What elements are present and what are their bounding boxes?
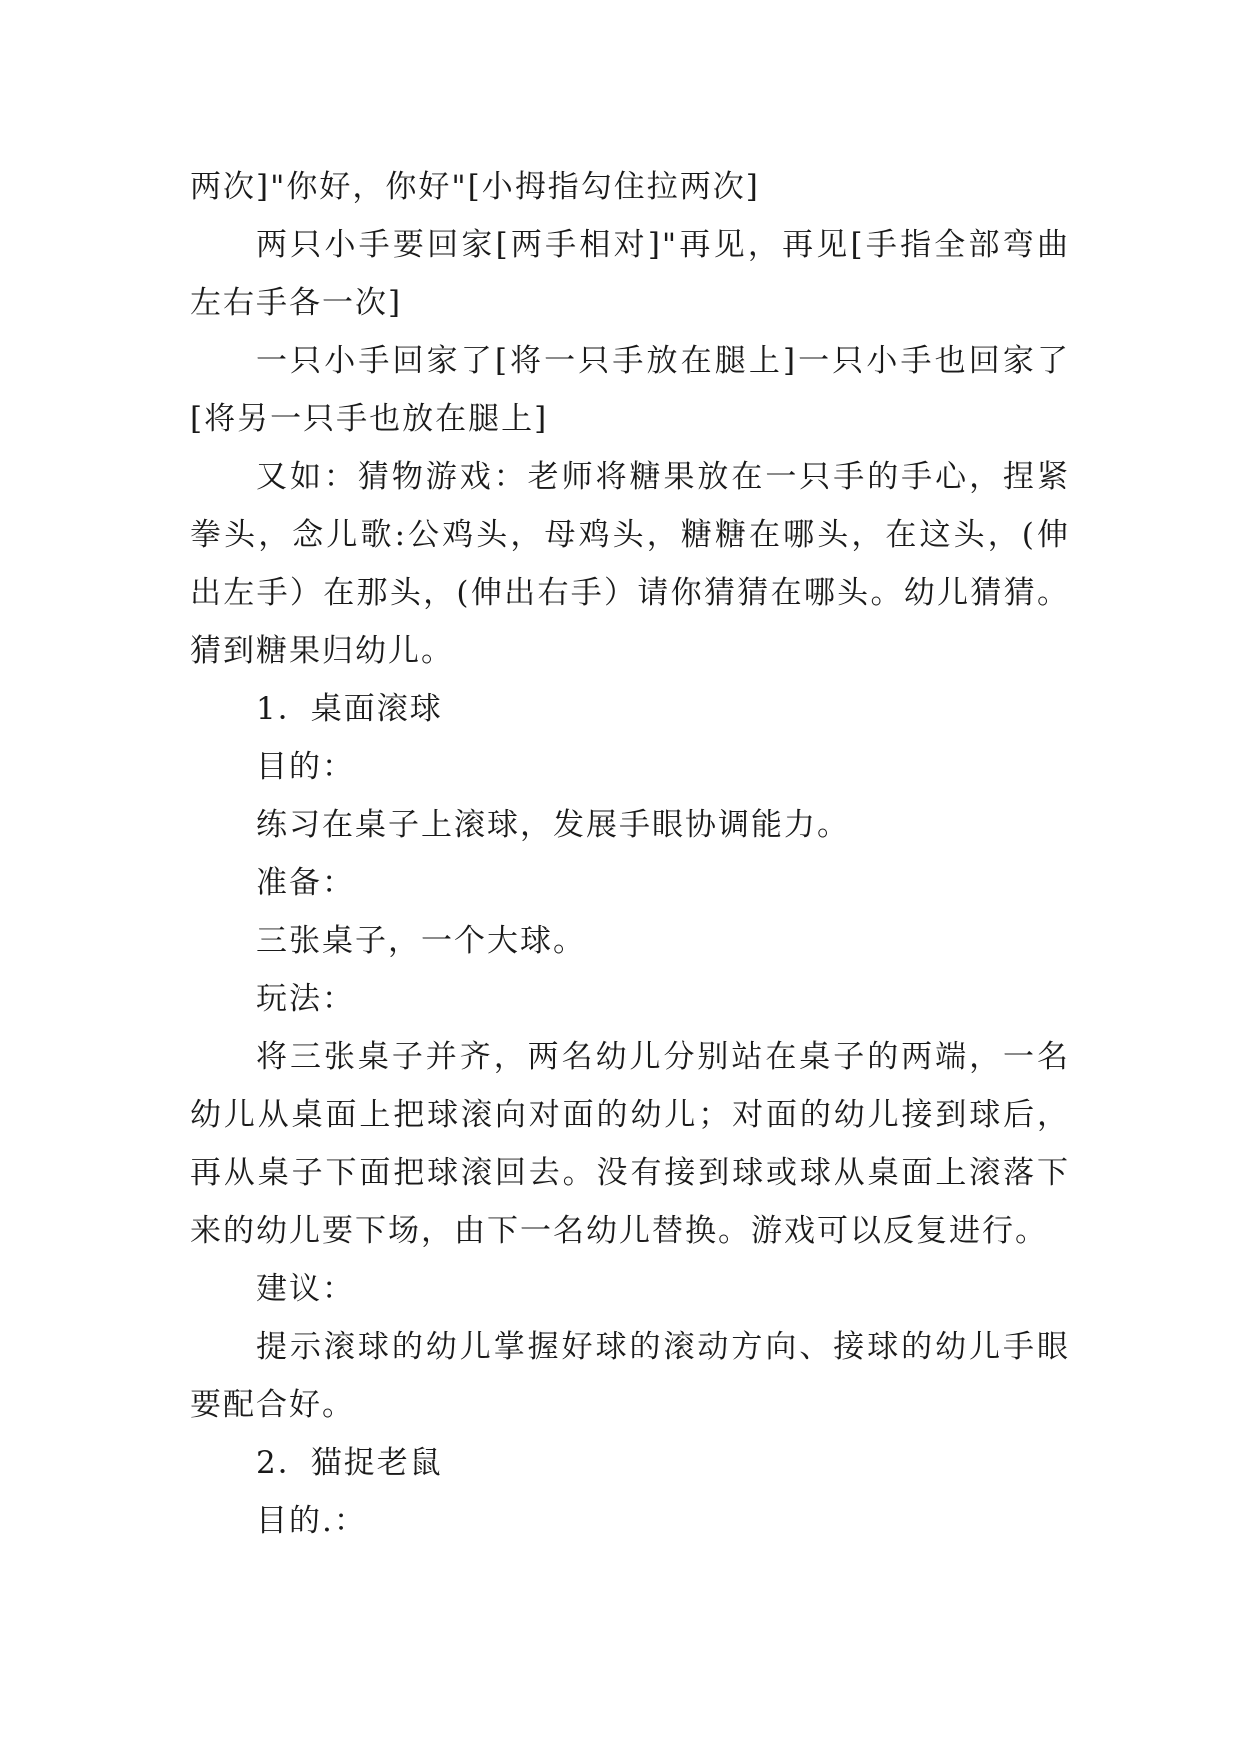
subheading-purpose: 目的： xyxy=(256,749,355,785)
paragraph: 两只小手要回家[两手相对]"再见，再见[手指全部弯曲左右手各一次] xyxy=(190,227,1070,321)
paragraph: 练习在桌子上滚球，发展手眼协调能力。 xyxy=(256,807,850,843)
subheading-suggestion: 建议： xyxy=(256,1271,355,1307)
paragraph: 两次]"你好，你好"[小拇指勾住拉两次] xyxy=(190,169,760,205)
subheading-purpose: 目的.： xyxy=(256,1503,367,1539)
subheading-preparation: 准备： xyxy=(256,865,355,901)
paragraph: 又如：猜物游戏：老师将糖果放在一只手的手心，捏紧拳头，念儿歌:公鸡头，母鸡头，糖糖在哪头，在这头，(伸出左手）在那头，(伸出右手）请你猜猜在哪头。幼儿猜猜。猜到糖果归幼儿。 xyxy=(190,459,1070,669)
section-heading: 2．猫捉老鼠 xyxy=(256,1445,443,1481)
paragraph: 将三张桌子并齐，两名幼儿分别站在桌子的两端，一名幼儿从桌面上把球滚向对面的幼儿；对面的幼儿接到球后，再从桌子下面把球滚回去。没有接到球或球从桌面上滚落下来的幼儿要下场，由下一名幼儿替换。游戏可以反复进行。 xyxy=(190,1039,1070,1249)
paragraph: 三张桌子，一个大球。 xyxy=(256,923,586,959)
paragraph: 一只小手回家了[将一只手放在腿上]一只小手也回家了[将另一只手也放在腿上] xyxy=(190,343,1070,437)
paragraph: 提示滚球的幼儿掌握好球的滚动方向、接球的幼儿手眼要配合好。 xyxy=(190,1329,1070,1423)
subheading-rules: 玩法： xyxy=(256,981,355,1017)
document-page xyxy=(190,158,1070,1550)
section-heading: 1．桌面滚球 xyxy=(256,691,443,727)
